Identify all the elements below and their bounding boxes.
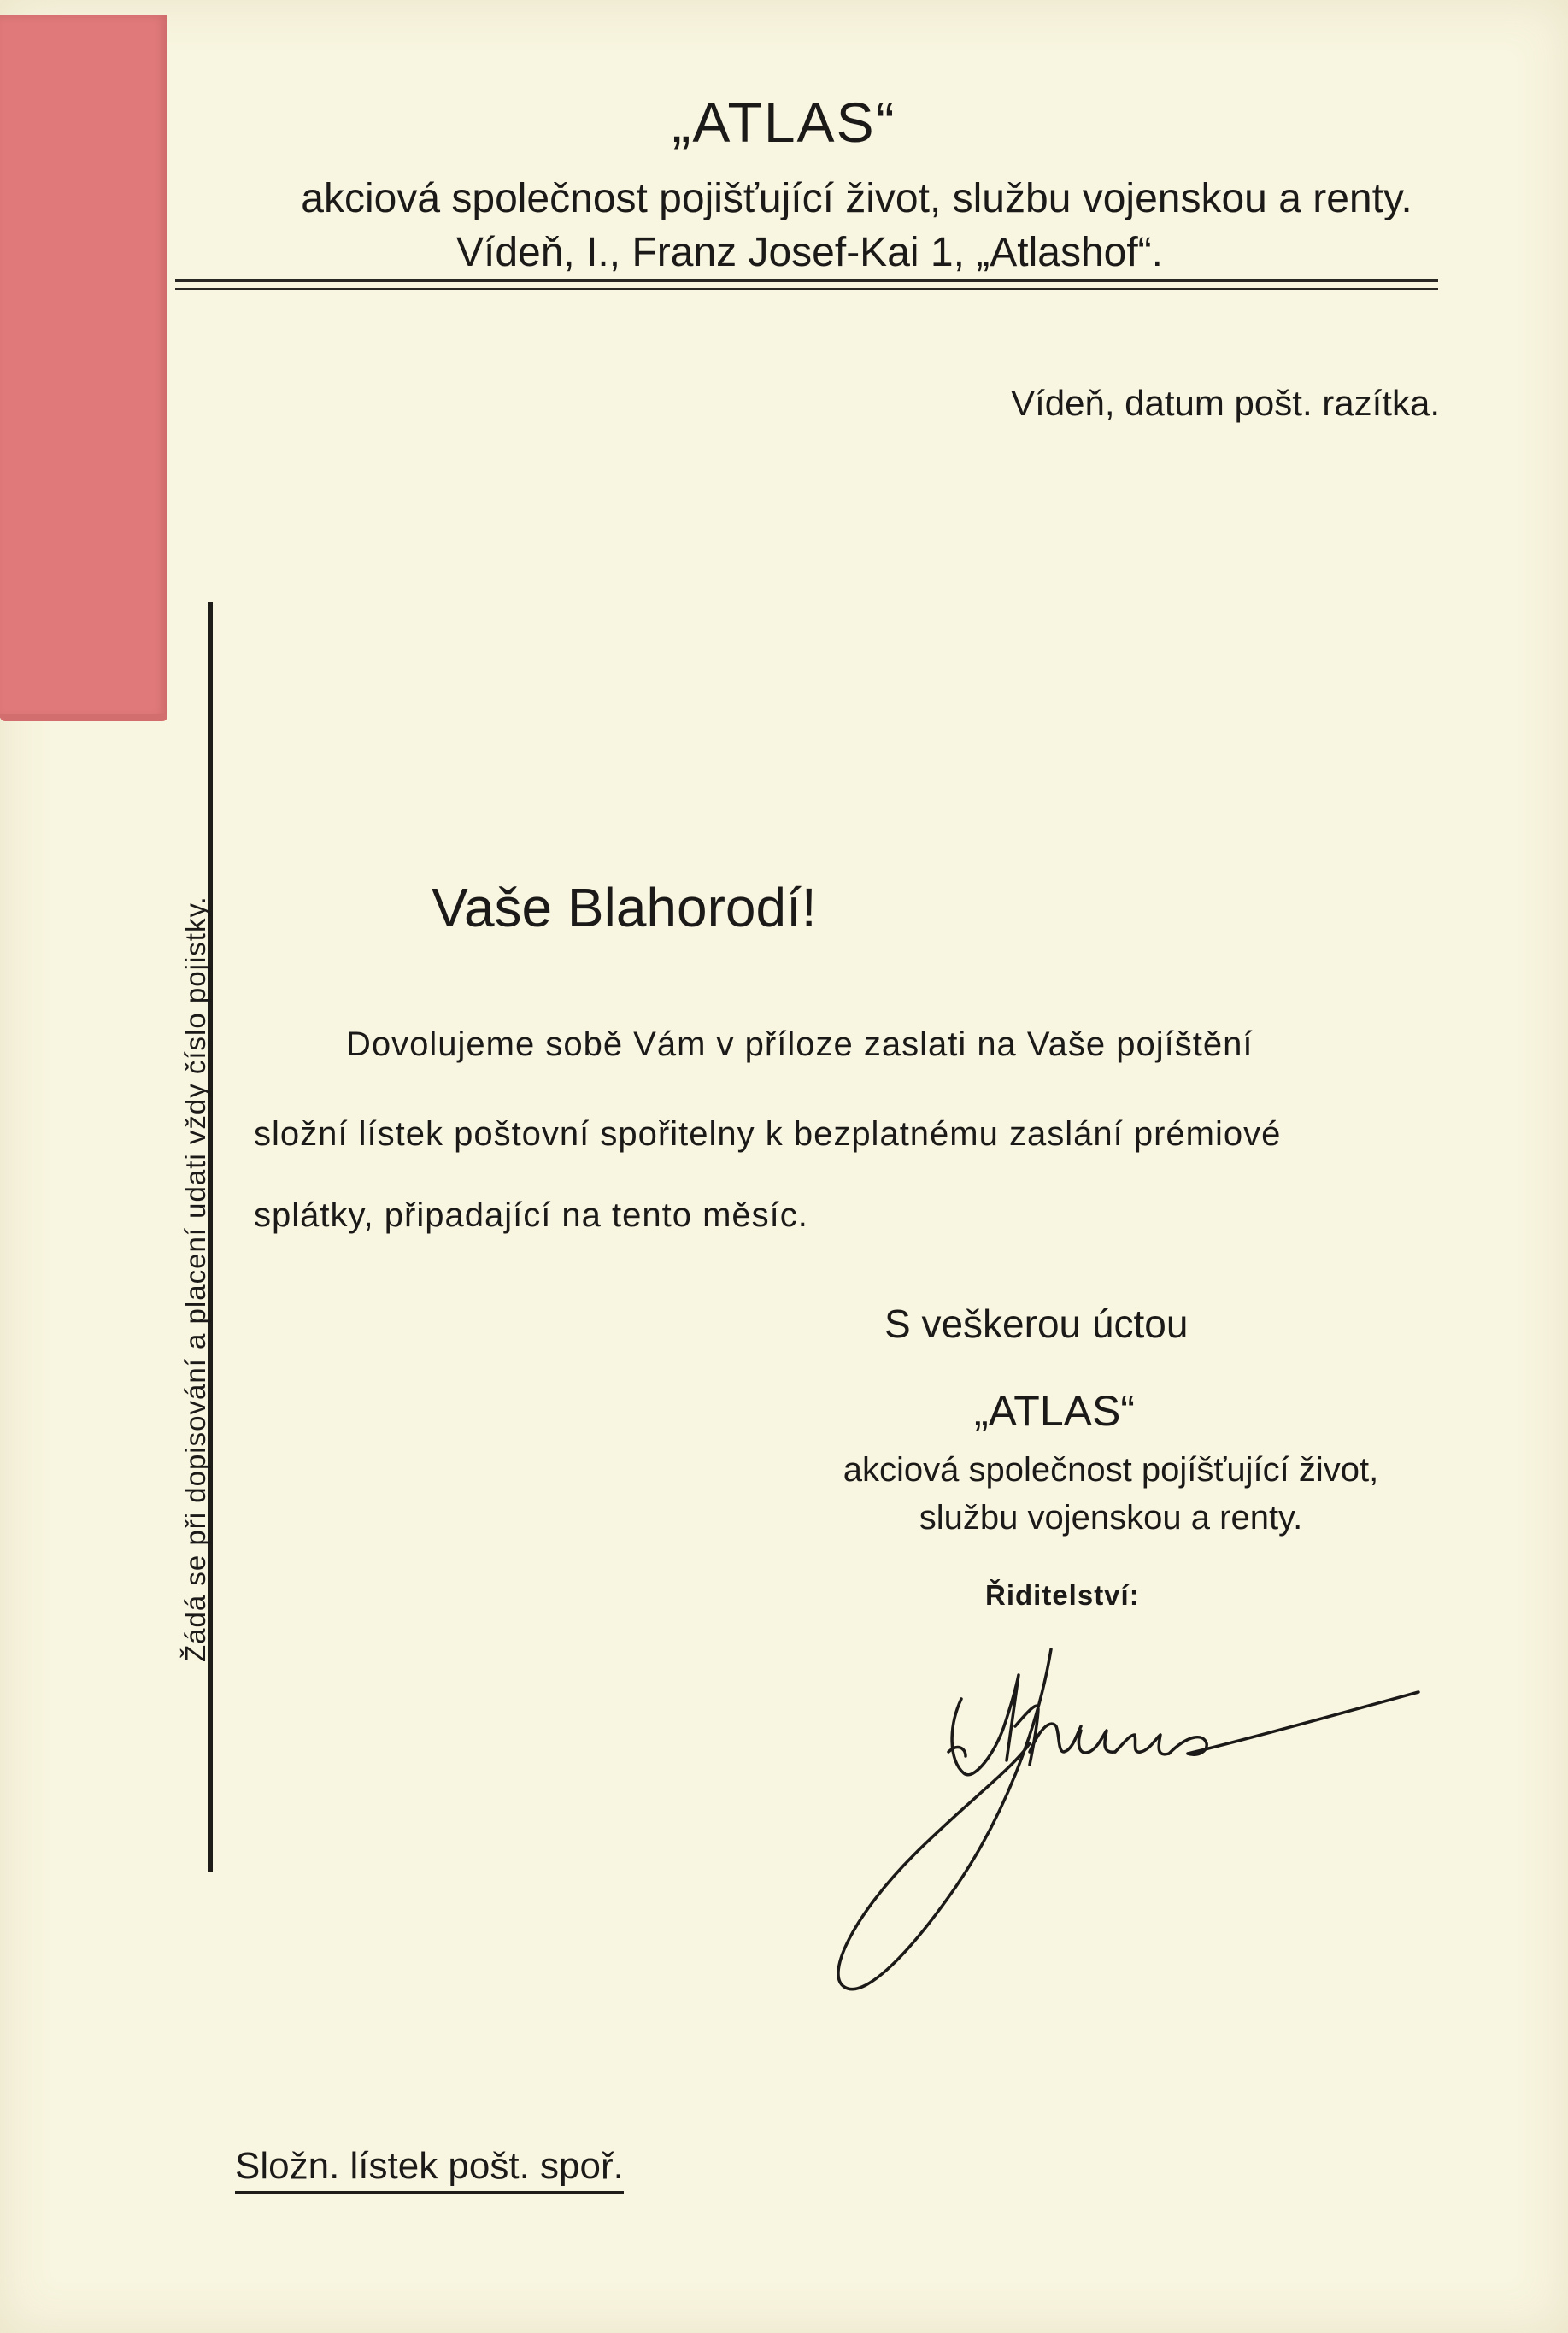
- letterhead-title: „ATLAS“: [672, 91, 896, 154]
- salutation: Vaše Blahorodí!: [432, 877, 817, 938]
- handwritten-signature: [820, 1624, 1436, 2000]
- footer-note: Složn. lístek pošt. spoř.: [235, 2145, 624, 2194]
- date-line: Vídeň, datum pošt. razítka.: [1011, 383, 1440, 423]
- letterhead-rule-bottom: [175, 288, 1438, 290]
- signature-company-line-1: akciová společnost pojíšťující život,: [843, 1451, 1379, 1489]
- directorate-label: Řiditelství:: [985, 1579, 1140, 1611]
- signature-company: „ATLAS“: [974, 1387, 1135, 1435]
- body-line-1: Dovolujeme sobě Vám v příloze zaslati na Vaše pojíštění: [346, 1025, 1254, 1063]
- letterhead-company-line: akciová společnost pojišťující život, službu vojenskou a renty.: [301, 176, 1412, 221]
- letterhead-rule-top: [175, 279, 1438, 282]
- body-line-3: splátky, připadající na tento měsíc.: [254, 1196, 808, 1234]
- closing-phrase: S veškerou úctou: [884, 1302, 1189, 1346]
- letterhead-address-line: Vídeň, I., Franz Josef-Kai 1, „Atlashof“.: [455, 230, 1163, 275]
- signature-company-line-2: službu vojenskou a renty.: [919, 1499, 1303, 1537]
- body-line-2: složní lístek poštovní spořitelny k bezplatnému zaslání prémiové: [254, 1115, 1282, 1153]
- side-note-vertical: Žádá se při dopisování a placení udati vždy číslo pojistky.: [179, 896, 211, 1662]
